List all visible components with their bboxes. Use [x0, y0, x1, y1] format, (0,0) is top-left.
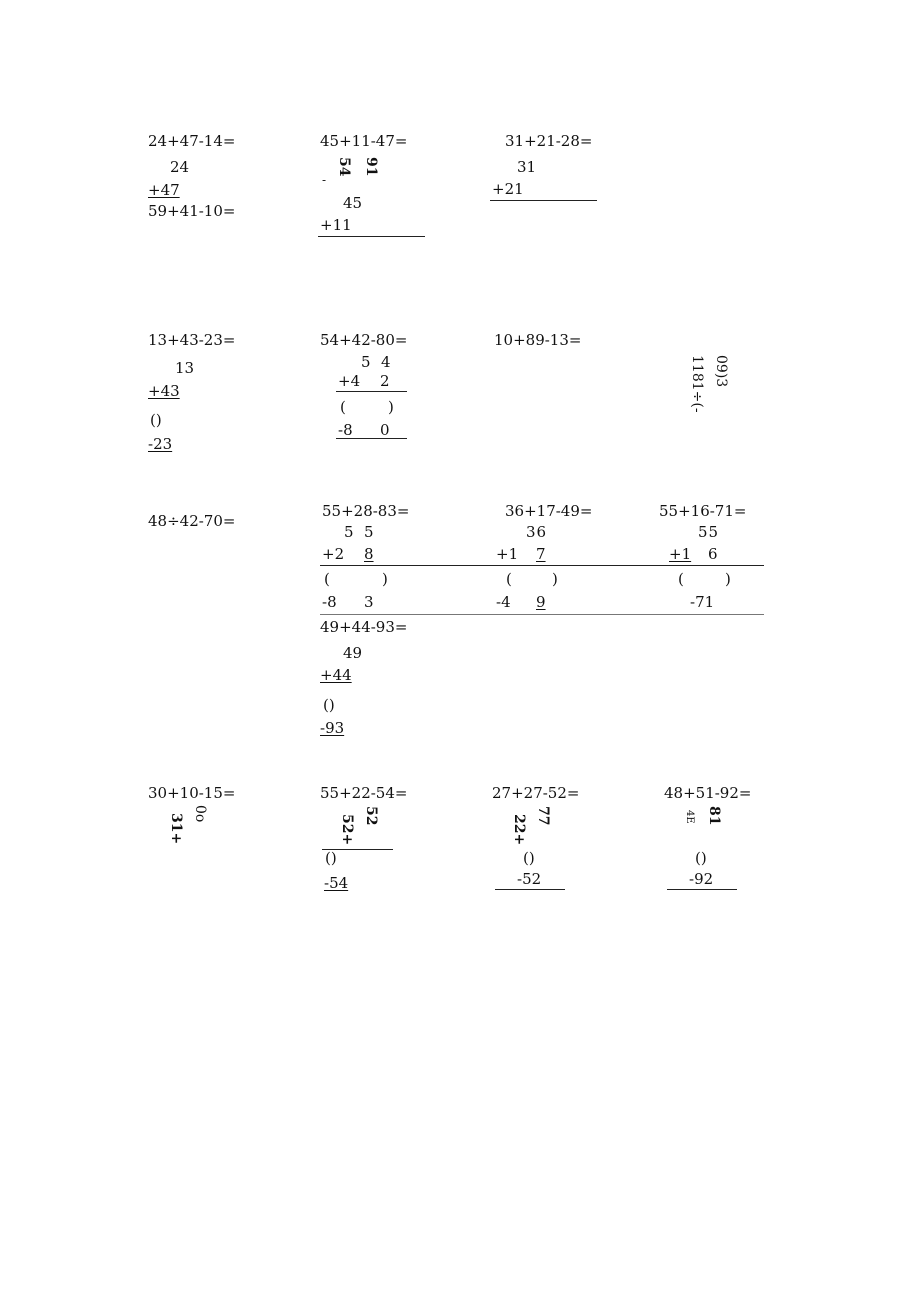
right-parenthesis: ) — [382, 570, 388, 588]
rotated-text: 1181÷(- — [689, 355, 705, 413]
right-parenthesis: ) — [388, 398, 394, 416]
addend-digit: +4 — [338, 372, 361, 390]
rotated-digits: 0o — [192, 805, 208, 823]
answer-line — [336, 438, 407, 439]
addend-digit: 2 — [380, 372, 390, 390]
rotated-digits: 31+ — [168, 813, 184, 845]
problem-equation: 55+16-71= — [659, 502, 747, 520]
rotated-digits: 54 — [336, 157, 352, 177]
rotated-text: 09)3 — [713, 355, 729, 388]
problem-equation: 27+27-52= — [492, 784, 580, 802]
rotated-digits: 91 — [363, 157, 379, 177]
problem-equation: 54+42-80= — [320, 331, 408, 349]
left-parenthesis: ( — [324, 570, 330, 588]
problem-equation: 13+43-23= — [148, 331, 236, 349]
addend-2: +47 — [148, 181, 180, 199]
answer-parentheses: () — [323, 696, 335, 714]
subtrahend: -92 — [689, 870, 714, 888]
addend-1: 55 — [698, 523, 720, 541]
subtrahend: -54 — [324, 874, 349, 892]
problem-equation: 55+28-83= — [322, 502, 410, 520]
answer-parentheses: () — [695, 849, 707, 867]
subtrahend-digit: 0 — [380, 421, 390, 439]
problem-equation: 45+11-47= — [320, 132, 408, 150]
addend-1: 24 — [170, 158, 190, 176]
addend-1: 45 — [343, 194, 363, 212]
addend-2: +21 — [492, 180, 524, 198]
addend-2: +44 — [320, 666, 352, 684]
problem-equation: 48+51-92= — [664, 784, 752, 802]
subtrahend: -93 — [320, 719, 345, 737]
subtrahend: -52 — [517, 870, 542, 888]
rotated-digits: 77 — [535, 806, 551, 826]
digit: 5 — [344, 523, 354, 541]
subtrahend-digit: -4 — [496, 593, 511, 611]
addend-digit: 8 — [364, 545, 374, 563]
rotated-digits-partial: 4E — [684, 810, 695, 824]
minus-mark: - — [322, 173, 327, 187]
subtrahend-digit: 3 — [364, 593, 374, 611]
left-parenthesis: ( — [678, 570, 684, 588]
addend-digit: +2 — [322, 545, 345, 563]
addend-digit: +1 — [669, 545, 692, 563]
problem-equation: 36+17-49= — [505, 502, 593, 520]
subtrahend-digit: -8 — [322, 593, 337, 611]
sum-line — [320, 565, 764, 566]
problem-equation: 30+10-15= — [148, 784, 236, 802]
answer-parentheses: () — [150, 411, 162, 429]
addend-1: 36 — [526, 523, 548, 541]
answer-parentheses: () — [325, 849, 337, 867]
digit: 5 — [364, 523, 374, 541]
rotated-digits: 52+ — [339, 814, 355, 846]
subtrahend: -23 — [148, 435, 173, 453]
answer-parentheses: () — [523, 849, 535, 867]
addend-digit: 6 — [708, 545, 718, 563]
subtrahend: -71 — [690, 593, 715, 611]
addend-digit: +1 — [496, 545, 519, 563]
right-parenthesis: ) — [552, 570, 558, 588]
problem-equation: 55+22-54= — [320, 784, 408, 802]
addend-1: 31 — [517, 158, 537, 176]
problem-equation: 59+41-10= — [148, 202, 236, 220]
answer-line — [495, 889, 565, 890]
answer-line — [318, 236, 425, 237]
answer-line — [320, 614, 764, 615]
rotated-digits: 52 — [363, 806, 379, 826]
problem-equation: 48÷42-70= — [148, 512, 236, 530]
addend-1: 49 — [343, 644, 363, 662]
addend-digit: 7 — [536, 545, 546, 563]
problem-equation: 31+21-28= — [505, 132, 593, 150]
problem-equation: 10+89-13= — [494, 331, 582, 349]
problem-equation: 24+47-14= — [148, 132, 236, 150]
digit: 4 — [381, 353, 391, 371]
subtrahend-digit: 9 — [536, 593, 546, 611]
problem-equation: 49+44-93= — [320, 618, 408, 636]
rotated-digits: 22+ — [511, 814, 527, 846]
addend-1: 13 — [175, 359, 195, 377]
sum-line — [336, 391, 407, 392]
rotated-digits: 81 — [706, 806, 722, 826]
answer-line — [667, 889, 737, 890]
left-parenthesis: ( — [340, 398, 346, 416]
addend-2: +11 — [320, 216, 352, 234]
addend-2: +43 — [148, 382, 180, 400]
digit: 5 — [361, 353, 371, 371]
subtrahend-digit: -8 — [338, 421, 353, 439]
left-parenthesis: ( — [506, 570, 512, 588]
answer-line — [490, 200, 597, 201]
right-parenthesis: ) — [725, 570, 731, 588]
